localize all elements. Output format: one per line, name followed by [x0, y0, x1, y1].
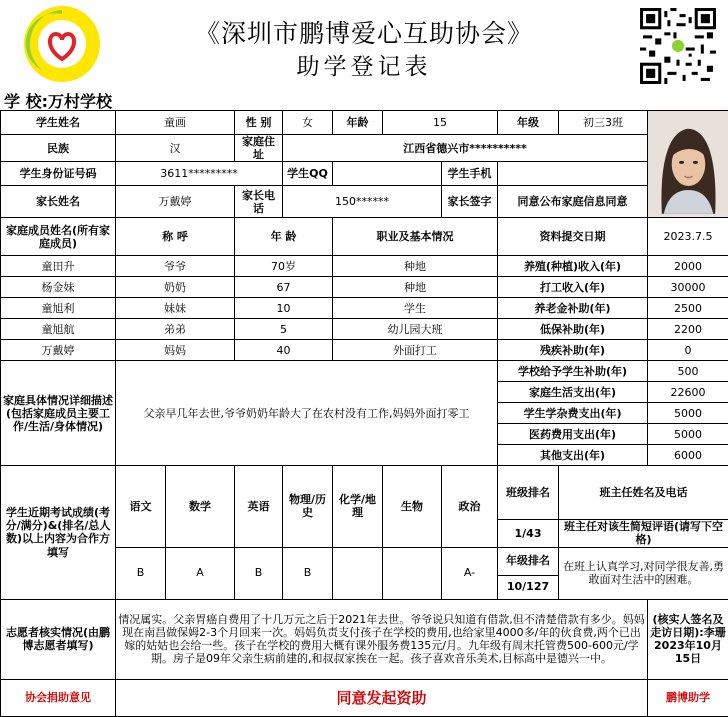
income-label: 养殖(种植)收入(年) — [498, 256, 648, 277]
submit-date: 2023.7.5 — [648, 218, 728, 256]
expense-value: 5000 — [648, 424, 728, 445]
ethnicity: 汉 — [116, 135, 235, 162]
subject-score: B — [283, 547, 333, 599]
parent-phone-label: 家长电话 — [235, 186, 283, 218]
member-age: 70岁 — [235, 256, 333, 277]
member-age: 40 — [235, 340, 333, 361]
member-age: 5 — [235, 319, 333, 340]
subject-header: 化学/地理 — [333, 466, 383, 547]
volunteer-label: 志愿者核实情况(由鹏博志愿者填写) — [1, 599, 116, 679]
family-header-name: 家庭成员姓名(所有家庭成员) — [1, 218, 116, 256]
expense-label: 学生学杂费支出(年) — [498, 403, 648, 424]
gender-label: 性 别 — [235, 111, 283, 135]
income-label: 低保补助(年) — [498, 319, 648, 340]
expense-value: 6000 — [648, 445, 728, 466]
member-job: 种地 — [333, 256, 498, 277]
class-rank: 1/43 — [498, 520, 559, 547]
member-age: 67 — [235, 277, 333, 298]
expense-value: 5000 — [648, 403, 728, 424]
opinion-label: 协会捐助意见 — [1, 679, 116, 716]
situation-label: 家庭具体情况详细描述(包括家庭成员主要工作/生活/身体情况) — [1, 361, 116, 466]
parent-sign-label: 家长签字 — [442, 186, 498, 218]
id-number-label: 学生身份证号码 — [1, 162, 116, 186]
member-name: 童田升 — [1, 256, 116, 277]
member-job: 学生 — [333, 298, 498, 319]
expense-value: 500 — [648, 361, 728, 382]
family-header-job: 职业及基本情况 — [333, 218, 498, 256]
member-age: 10 — [235, 298, 333, 319]
member-relation: 奶奶 — [116, 277, 235, 298]
member-relation: 妈妈 — [116, 340, 235, 361]
volunteer-text: 情况属实。父亲胃癌自费用了十几万元之后于2021年去世。爷爷说只知道有借款,但不清楚借款有多少。妈妈现在南昌做保姆2-3个月回来一次。妈妈负责支付孩子在学校的费用,也给家里4000多/年的伙食费,两个已出嫁的姑姑也会给一些。孩子在学校的费用大概有课外服务费135元/月。九年级有周末托管费500-600元/学期。房子是09年父亲生病前建的,和叔叔家挨在一起。孩子喜欢音乐美术,目标高中是德兴一中。 — [116, 599, 648, 679]
subject-score — [333, 547, 383, 599]
subject-score — [383, 547, 442, 599]
opinion: 同意发起资助 — [116, 679, 648, 716]
member-name: 万戴婷 — [1, 340, 116, 361]
student-qq — [333, 162, 442, 186]
expense-value: 22600 — [648, 382, 728, 403]
parent-name: 万戴婷 — [116, 186, 235, 218]
teacher-label: 班主任姓名及电话 — [559, 466, 728, 520]
member-relation: 弟弟 — [116, 319, 235, 340]
gender: 女 — [283, 111, 333, 135]
income-value: 30000 — [648, 277, 728, 298]
subject-header: 语文 — [116, 466, 166, 547]
address: 江西省德兴市********** — [283, 135, 648, 162]
verifier-signature: (核实人签名及走访日期):李珊2023年10月15日 — [648, 599, 728, 679]
subject-header: 政治 — [442, 466, 498, 547]
member-job: 幼儿园大班 — [333, 319, 498, 340]
member-job: 种地 — [333, 277, 498, 298]
member-name: 童旭航 — [1, 319, 116, 340]
parent-name-label: 家长姓名 — [1, 186, 116, 218]
grade-rank-label: 年级排名 — [498, 547, 559, 575]
subject-score: A- — [442, 547, 498, 599]
income-value: 2000 — [648, 256, 728, 277]
member-job: 外面打工 — [333, 340, 498, 361]
income-label: 残疾补助(年) — [498, 340, 648, 361]
id-number: 3611********* — [116, 162, 283, 186]
member-relation: 爷爷 — [116, 256, 235, 277]
income-value: 2200 — [648, 319, 728, 340]
income-label: 打工收入(年) — [498, 277, 648, 298]
header — [0, 0, 728, 88]
age-label: 年龄 — [333, 111, 383, 135]
class-rank-label: 班级排名 — [498, 466, 559, 520]
grade-rank: 10/127 — [498, 575, 559, 599]
subject-header: 数学 — [166, 466, 235, 547]
consent-text: 同意公布家庭信息同意 — [498, 186, 648, 218]
qr-code — [640, 8, 716, 84]
submit-date-label: 资料提交日期 — [498, 218, 648, 256]
subject-score: B — [235, 547, 283, 599]
comment-label: 班主任对该生简短评语(请写下空格) — [559, 520, 728, 547]
student-name-label: 学生姓名 — [1, 111, 116, 135]
student-photo — [648, 111, 728, 218]
member-relation: 妹妹 — [116, 298, 235, 319]
page-subtitle: 助学登记表 — [0, 48, 728, 81]
grade-label: 年级 — [498, 111, 559, 135]
subject-header: 物理/历史 — [283, 466, 333, 547]
student-name: 童画 — [116, 111, 235, 135]
family-header-relation: 称 呼 — [116, 218, 235, 256]
subject-header: 英语 — [235, 466, 283, 547]
subject-score: B — [116, 547, 166, 599]
school-name: 学 校:万村学校 — [4, 89, 112, 112]
expense-label: 家庭生活支出(年) — [498, 382, 648, 403]
address-label: 家庭住址 — [235, 135, 283, 162]
subject-header: 生物 — [383, 466, 442, 547]
registration-form — [0, 110, 728, 717]
org-name: 鹏博助学 — [648, 679, 728, 716]
parent-phone: 150****** — [283, 186, 442, 218]
family-header-age: 年 龄 — [235, 218, 333, 256]
age: 15 — [383, 111, 498, 135]
expense-label: 学校给予学生补助(年) — [498, 361, 648, 382]
teacher-comment: 在班上认真学习,对同学很友善,勇敢面对生活中的困难。 — [559, 547, 728, 599]
ethnicity-label: 民族 — [1, 135, 116, 162]
grade: 初三3班 — [559, 111, 648, 135]
subject-score: A — [166, 547, 235, 599]
expense-label: 其他支出(年) — [498, 445, 648, 466]
member-name: 杨金妹 — [1, 277, 116, 298]
income-label: 养老金补助(年) — [498, 298, 648, 319]
expense-label: 医药费用支出(年) — [498, 424, 648, 445]
student-phone-label: 学生手机 — [442, 162, 498, 186]
student-qq-label: 学生QQ — [283, 162, 333, 186]
situation-text: 父亲早几年去世,爷爷奶奶年龄大了在农村没有工作,妈妈外面打零工 — [116, 361, 498, 466]
member-name: 童旭利 — [1, 298, 116, 319]
income-value: 2500 — [648, 298, 728, 319]
student-phone — [498, 162, 648, 186]
page-title: 《深圳市鹏博爱心互助协会》 — [0, 14, 728, 50]
income-value: 0 — [648, 340, 728, 361]
exam-label: 学生近期考试成绩(考分/满分)&(排名/总人数)以上内容为合作方填写 — [1, 466, 116, 599]
